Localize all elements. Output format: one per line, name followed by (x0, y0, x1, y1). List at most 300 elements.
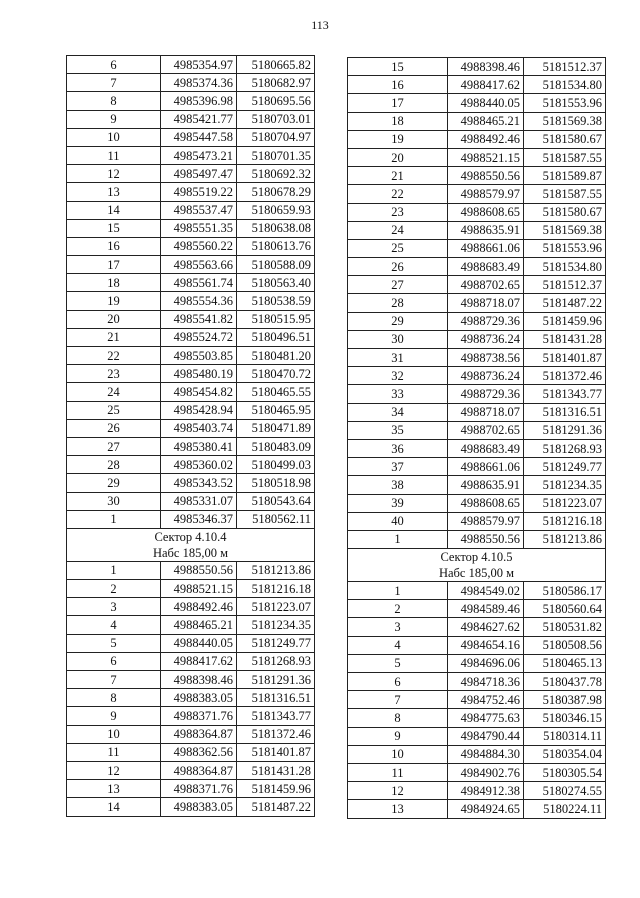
y-coordinate-cell: 5180531.82 (524, 618, 606, 636)
point-number-cell: 37 (348, 458, 448, 476)
x-coordinate-cell: 4988417.62 (448, 76, 524, 94)
y-coordinate-cell: 5181569.38 (524, 112, 606, 130)
x-coordinate-cell: 4988729.36 (448, 385, 524, 403)
y-coordinate-cell: 5180659.93 (237, 201, 315, 219)
x-coordinate-cell: 4988521.15 (161, 580, 237, 598)
y-coordinate-cell: 5181580.67 (524, 130, 606, 148)
sector-header-row (67, 528, 315, 561)
point-number-cell: 12 (67, 761, 161, 779)
point-number-cell: 1 (348, 530, 448, 548)
x-coordinate-cell: 4988492.46 (448, 130, 524, 148)
x-coordinate-cell: 4985343.52 (161, 474, 237, 492)
table-row (348, 800, 606, 818)
table-row (67, 689, 315, 707)
x-coordinate-cell: 4988465.21 (161, 616, 237, 634)
y-coordinate-cell: 5180354.04 (524, 745, 606, 763)
point-number-cell: 5 (348, 654, 448, 672)
x-coordinate-cell: 4985524.72 (161, 328, 237, 346)
x-coordinate-cell: 4985551.35 (161, 219, 237, 237)
y-coordinate-cell: 5181587.55 (524, 185, 606, 203)
point-number-cell: 18 (348, 112, 448, 130)
y-coordinate-cell: 5181372.46 (524, 367, 606, 385)
point-number-cell: 15 (348, 58, 448, 76)
table-row (348, 458, 606, 476)
y-coordinate-cell: 5180387.98 (524, 691, 606, 709)
y-coordinate-cell: 5180346.15 (524, 709, 606, 727)
x-coordinate-cell: 4988550.56 (448, 530, 524, 548)
x-coordinate-cell: 4988683.49 (448, 439, 524, 457)
table-row (348, 312, 606, 330)
point-number-cell: 10 (348, 745, 448, 763)
table-row (348, 130, 606, 148)
table-row (67, 365, 315, 383)
x-coordinate-cell: 4985560.22 (161, 237, 237, 255)
y-coordinate-cell: 5181431.28 (524, 330, 606, 348)
point-number-cell: 39 (348, 494, 448, 512)
point-number-cell: 21 (67, 328, 161, 346)
point-number-cell: 12 (348, 782, 448, 800)
x-coordinate-cell: 4988550.56 (161, 561, 237, 579)
x-coordinate-cell: 4984654.16 (448, 636, 524, 654)
point-number-cell: 2 (348, 600, 448, 618)
point-number-cell: 20 (67, 310, 161, 328)
table-row (67, 725, 315, 743)
table-row (348, 76, 606, 94)
table-row (67, 401, 315, 419)
point-number-cell: 38 (348, 476, 448, 494)
point-number-cell: 7 (348, 691, 448, 709)
point-number-cell: 2 (67, 580, 161, 598)
table-row (67, 92, 315, 110)
y-coordinate-cell: 5180224.11 (524, 800, 606, 818)
y-coordinate-cell: 5180483.09 (237, 437, 315, 455)
table-row (67, 492, 315, 510)
y-coordinate-cell: 5181372.46 (237, 725, 315, 743)
table-row (67, 780, 315, 798)
point-number-cell: 1 (348, 582, 448, 600)
x-coordinate-cell: 4988398.46 (161, 671, 237, 689)
x-coordinate-cell: 4985346.37 (161, 510, 237, 528)
table-row (67, 798, 315, 816)
y-coordinate-cell: 5180678.29 (237, 183, 315, 201)
point-number-cell: 17 (67, 256, 161, 274)
point-number-cell: 26 (348, 258, 448, 276)
y-coordinate-cell: 5181268.93 (237, 652, 315, 670)
y-coordinate-cell: 5181587.55 (524, 148, 606, 166)
point-number-cell: 16 (348, 76, 448, 94)
x-coordinate-cell: 4988635.91 (448, 221, 524, 239)
x-coordinate-cell: 4988736.24 (448, 330, 524, 348)
x-coordinate-cell: 4985447.58 (161, 128, 237, 146)
y-coordinate-cell: 5181268.93 (524, 439, 606, 457)
y-coordinate-cell: 5181569.38 (524, 221, 606, 239)
y-coordinate-cell: 5180471.89 (237, 419, 315, 437)
x-coordinate-cell: 4988362.56 (161, 743, 237, 761)
sector-header (67, 528, 315, 561)
y-coordinate-cell: 5181459.96 (237, 780, 315, 798)
point-number-cell: 25 (67, 401, 161, 419)
y-coordinate-cell: 5180543.64 (237, 492, 315, 510)
sector-header-row (348, 549, 606, 582)
table-row (348, 782, 606, 800)
y-coordinate-cell: 5181291.36 (524, 421, 606, 439)
point-number-cell: 32 (348, 367, 448, 385)
y-coordinate-cell: 5180638.08 (237, 219, 315, 237)
point-number-cell: 1 (67, 510, 161, 528)
y-coordinate-cell: 5180518.98 (237, 474, 315, 492)
x-coordinate-cell: 4988718.07 (448, 403, 524, 421)
point-number-cell: 14 (67, 798, 161, 816)
point-number-cell: 8 (67, 92, 161, 110)
point-number-cell: 31 (348, 349, 448, 367)
point-number-cell: 24 (348, 221, 448, 239)
table-row (348, 112, 606, 130)
point-number-cell: 3 (348, 618, 448, 636)
table-row (67, 474, 315, 492)
y-coordinate-cell: 5180465.55 (237, 383, 315, 401)
point-number-cell: 26 (67, 419, 161, 437)
y-coordinate-cell: 5180496.51 (237, 328, 315, 346)
x-coordinate-cell: 4985331.07 (161, 492, 237, 510)
table-row (67, 510, 315, 528)
point-number-cell: 6 (67, 652, 161, 670)
x-coordinate-cell: 4985561.74 (161, 274, 237, 292)
x-coordinate-cell: 4984902.76 (448, 763, 524, 781)
table-row (67, 419, 315, 437)
x-coordinate-cell: 4988364.87 (161, 725, 237, 743)
x-coordinate-cell: 4984790.44 (448, 727, 524, 745)
point-number-cell: 5 (67, 634, 161, 652)
y-coordinate-cell: 5181216.18 (524, 512, 606, 530)
table-row (348, 349, 606, 367)
table-row (348, 185, 606, 203)
y-coordinate-cell: 5181213.86 (237, 561, 315, 579)
y-coordinate-cell: 5180314.11 (524, 727, 606, 745)
x-coordinate-cell: 4988383.05 (161, 798, 237, 816)
table-row (348, 494, 606, 512)
rows-group-b (348, 582, 606, 818)
point-number-cell: 25 (348, 239, 448, 257)
x-coordinate-cell: 4988608.65 (448, 494, 524, 512)
y-coordinate-cell: 5180682.97 (237, 74, 315, 92)
x-coordinate-cell: 4988683.49 (448, 258, 524, 276)
table-row (67, 743, 315, 761)
point-number-cell: 28 (67, 456, 161, 474)
x-coordinate-cell: 4988635.91 (448, 476, 524, 494)
y-coordinate-cell: 5181512.37 (524, 58, 606, 76)
table-row (348, 530, 606, 548)
y-coordinate-cell: 5181401.87 (237, 743, 315, 761)
table-row (348, 600, 606, 618)
point-number-cell: 7 (67, 74, 161, 92)
y-coordinate-cell: 5181234.35 (237, 616, 315, 634)
table-row (348, 148, 606, 166)
table-row (348, 727, 606, 745)
x-coordinate-cell: 4988371.76 (161, 780, 237, 798)
point-number-cell: 3 (67, 598, 161, 616)
y-coordinate-cell: 5180538.59 (237, 292, 315, 310)
point-number-cell: 33 (348, 385, 448, 403)
point-number-cell: 12 (67, 165, 161, 183)
table-row (67, 274, 315, 292)
x-coordinate-cell: 4988550.56 (448, 167, 524, 185)
point-number-cell: 27 (348, 276, 448, 294)
rows-group-b (67, 561, 315, 816)
y-coordinate-cell: 5181459.96 (524, 312, 606, 330)
point-number-cell: 11 (67, 146, 161, 164)
y-coordinate-cell: 5180508.56 (524, 636, 606, 654)
x-coordinate-cell: 4984912.38 (448, 782, 524, 800)
point-number-cell: 13 (67, 183, 161, 201)
x-coordinate-cell: 4984549.02 (448, 582, 524, 600)
table-row (348, 618, 606, 636)
table-row (348, 654, 606, 672)
sector-name: Сектор 4.10.5 (440, 550, 513, 565)
point-number-cell: 13 (67, 780, 161, 798)
x-coordinate-cell: 4988661.06 (448, 458, 524, 476)
y-coordinate-cell: 5180470.72 (237, 365, 315, 383)
sector-height: Набс 185,00 м (152, 545, 229, 560)
table-row (348, 203, 606, 221)
table-row (67, 671, 315, 689)
table-row (348, 367, 606, 385)
point-number-cell: 36 (348, 439, 448, 457)
x-coordinate-cell: 4988417.62 (161, 652, 237, 670)
table-row (348, 258, 606, 276)
x-coordinate-cell: 4985374.36 (161, 74, 237, 92)
y-coordinate-cell: 5181223.07 (237, 598, 315, 616)
x-coordinate-cell: 4985480.19 (161, 365, 237, 383)
y-coordinate-cell: 5181291.36 (237, 671, 315, 689)
x-coordinate-cell: 4985554.36 (161, 292, 237, 310)
y-coordinate-cell: 5181249.77 (237, 634, 315, 652)
x-coordinate-cell: 4988383.05 (161, 689, 237, 707)
x-coordinate-cell: 4985497.47 (161, 165, 237, 183)
point-number-cell: 11 (67, 743, 161, 761)
x-coordinate-cell: 4985503.85 (161, 347, 237, 365)
x-coordinate-cell: 4985396.98 (161, 92, 237, 110)
y-coordinate-cell: 5181316.51 (524, 403, 606, 421)
table-row (67, 347, 315, 365)
table-row (348, 763, 606, 781)
point-number-cell: 9 (67, 110, 161, 128)
y-coordinate-cell: 5181213.86 (524, 530, 606, 548)
y-coordinate-cell: 5180588.09 (237, 256, 315, 274)
table-row (67, 761, 315, 779)
x-coordinate-cell: 4985541.82 (161, 310, 237, 328)
table-row (348, 221, 606, 239)
y-coordinate-cell: 5181216.18 (237, 580, 315, 598)
table-row (348, 439, 606, 457)
y-coordinate-cell: 5181589.87 (524, 167, 606, 185)
table-row (348, 276, 606, 294)
table-row (67, 165, 315, 183)
x-coordinate-cell: 4988579.97 (448, 185, 524, 203)
y-coordinate-cell: 5180704.97 (237, 128, 315, 146)
x-coordinate-cell: 4988398.46 (448, 58, 524, 76)
table-row (348, 582, 606, 600)
x-coordinate-cell: 4984775.63 (448, 709, 524, 727)
point-number-cell: 28 (348, 294, 448, 312)
y-coordinate-cell: 5181343.77 (237, 707, 315, 725)
point-number-cell: 13 (348, 800, 448, 818)
y-coordinate-cell: 5181343.77 (524, 385, 606, 403)
x-coordinate-cell: 4988465.21 (448, 112, 524, 130)
table-row (67, 437, 315, 455)
table-row (348, 673, 606, 691)
point-number-cell: 16 (67, 237, 161, 255)
x-coordinate-cell: 4988738.56 (448, 349, 524, 367)
point-number-cell: 9 (348, 727, 448, 745)
sector-name: Сектор 4.10.4 (154, 529, 227, 544)
y-coordinate-cell: 5181223.07 (524, 494, 606, 512)
table-row (67, 74, 315, 92)
table-row (67, 580, 315, 598)
point-number-cell: 17 (348, 94, 448, 112)
point-number-cell: 4 (67, 616, 161, 634)
point-number-cell: 1 (67, 561, 161, 579)
table-row (67, 219, 315, 237)
y-coordinate-cell: 5180481.20 (237, 347, 315, 365)
table-row (67, 256, 315, 274)
y-coordinate-cell: 5180465.95 (237, 401, 315, 419)
table-row (348, 691, 606, 709)
table-row (67, 383, 315, 401)
y-coordinate-cell: 5180562.11 (237, 510, 315, 528)
y-coordinate-cell: 5180515.95 (237, 310, 315, 328)
point-number-cell: 8 (67, 689, 161, 707)
point-number-cell: 10 (67, 725, 161, 743)
table-row (67, 456, 315, 474)
x-coordinate-cell: 4985380.41 (161, 437, 237, 455)
table-row (348, 330, 606, 348)
y-coordinate-cell: 5180586.17 (524, 582, 606, 600)
point-number-cell: 22 (348, 185, 448, 203)
y-coordinate-cell: 5181401.87 (524, 349, 606, 367)
point-number-cell: 21 (348, 167, 448, 185)
x-coordinate-cell: 4988702.65 (448, 421, 524, 439)
y-coordinate-cell: 5181534.80 (524, 258, 606, 276)
point-number-cell: 27 (67, 437, 161, 455)
y-coordinate-cell: 5181431.28 (237, 761, 315, 779)
x-coordinate-cell: 4984752.46 (448, 691, 524, 709)
y-coordinate-cell: 5181487.22 (237, 798, 315, 816)
x-coordinate-cell: 4984696.06 (448, 654, 524, 672)
point-number-cell: 34 (348, 403, 448, 421)
y-coordinate-cell: 5181512.37 (524, 276, 606, 294)
table-row (67, 598, 315, 616)
y-coordinate-cell: 5180695.56 (237, 92, 315, 110)
x-coordinate-cell: 4985403.74 (161, 419, 237, 437)
table-row (348, 636, 606, 654)
point-number-cell: 19 (348, 130, 448, 148)
y-coordinate-cell: 5181534.80 (524, 76, 606, 94)
table-row (67, 652, 315, 670)
x-coordinate-cell: 4985454.82 (161, 383, 237, 401)
y-coordinate-cell: 5180665.82 (237, 56, 315, 74)
y-coordinate-cell: 5180465.13 (524, 654, 606, 672)
y-coordinate-cell: 5180305.54 (524, 763, 606, 781)
x-coordinate-cell: 4988440.05 (448, 94, 524, 112)
y-coordinate-cell: 5180613.76 (237, 237, 315, 255)
x-coordinate-cell: 4985563.66 (161, 256, 237, 274)
x-coordinate-cell: 4988661.06 (448, 239, 524, 257)
x-coordinate-cell: 4988440.05 (161, 634, 237, 652)
table-row (67, 634, 315, 652)
sector-height: Набс 185,00 м (438, 566, 515, 581)
point-number-cell: 14 (67, 201, 161, 219)
point-number-cell: 20 (348, 148, 448, 166)
table-row (348, 294, 606, 312)
y-coordinate-cell: 5180701.35 (237, 146, 315, 164)
coordinates-table-left (66, 55, 315, 817)
point-number-cell: 15 (67, 219, 161, 237)
y-coordinate-cell: 5180274.55 (524, 782, 606, 800)
y-coordinate-cell: 5181580.67 (524, 203, 606, 221)
table-row (348, 167, 606, 185)
table-row (67, 183, 315, 201)
point-number-cell: 7 (67, 671, 161, 689)
table-row (348, 239, 606, 257)
x-coordinate-cell: 4988736.24 (448, 367, 524, 385)
table-row (348, 94, 606, 112)
x-coordinate-cell: 4988492.46 (161, 598, 237, 616)
x-coordinate-cell: 4988608.65 (448, 203, 524, 221)
page-number: 113 (311, 18, 329, 32)
table-row (348, 385, 606, 403)
point-number-cell: 9 (67, 707, 161, 725)
x-coordinate-cell: 4988371.76 (161, 707, 237, 725)
rows-group-a (348, 58, 606, 549)
x-coordinate-cell: 4988729.36 (448, 312, 524, 330)
x-coordinate-cell: 4985421.77 (161, 110, 237, 128)
y-coordinate-cell: 5180692.32 (237, 165, 315, 183)
point-number-cell: 40 (348, 512, 448, 530)
x-coordinate-cell: 4988718.07 (448, 294, 524, 312)
x-coordinate-cell: 4984884.30 (448, 745, 524, 763)
rows-group-a (67, 56, 315, 529)
x-coordinate-cell: 4984718.36 (448, 673, 524, 691)
table-row (67, 56, 315, 74)
point-number-cell: 23 (67, 365, 161, 383)
y-coordinate-cell: 5180703.01 (237, 110, 315, 128)
x-coordinate-cell: 4988521.15 (448, 148, 524, 166)
y-coordinate-cell: 5181553.96 (524, 239, 606, 257)
table-row (67, 292, 315, 310)
x-coordinate-cell: 4988702.65 (448, 276, 524, 294)
point-number-cell: 18 (67, 274, 161, 292)
table-row (348, 512, 606, 530)
y-coordinate-cell: 5181553.96 (524, 94, 606, 112)
table-row (348, 403, 606, 421)
point-number-cell: 23 (348, 203, 448, 221)
x-coordinate-cell: 4984924.65 (448, 800, 524, 818)
x-coordinate-cell: 4988579.97 (448, 512, 524, 530)
table-row (67, 110, 315, 128)
point-number-cell: 22 (67, 347, 161, 365)
point-number-cell: 8 (348, 709, 448, 727)
point-number-cell: 29 (67, 474, 161, 492)
table-row (67, 328, 315, 346)
point-number-cell: 30 (67, 492, 161, 510)
x-coordinate-cell: 4985428.94 (161, 401, 237, 419)
x-coordinate-cell: 4988364.87 (161, 761, 237, 779)
y-coordinate-cell: 5180499.03 (237, 456, 315, 474)
y-coordinate-cell: 5180563.40 (237, 274, 315, 292)
x-coordinate-cell: 4985537.47 (161, 201, 237, 219)
table-row (67, 310, 315, 328)
x-coordinate-cell: 4985360.02 (161, 456, 237, 474)
